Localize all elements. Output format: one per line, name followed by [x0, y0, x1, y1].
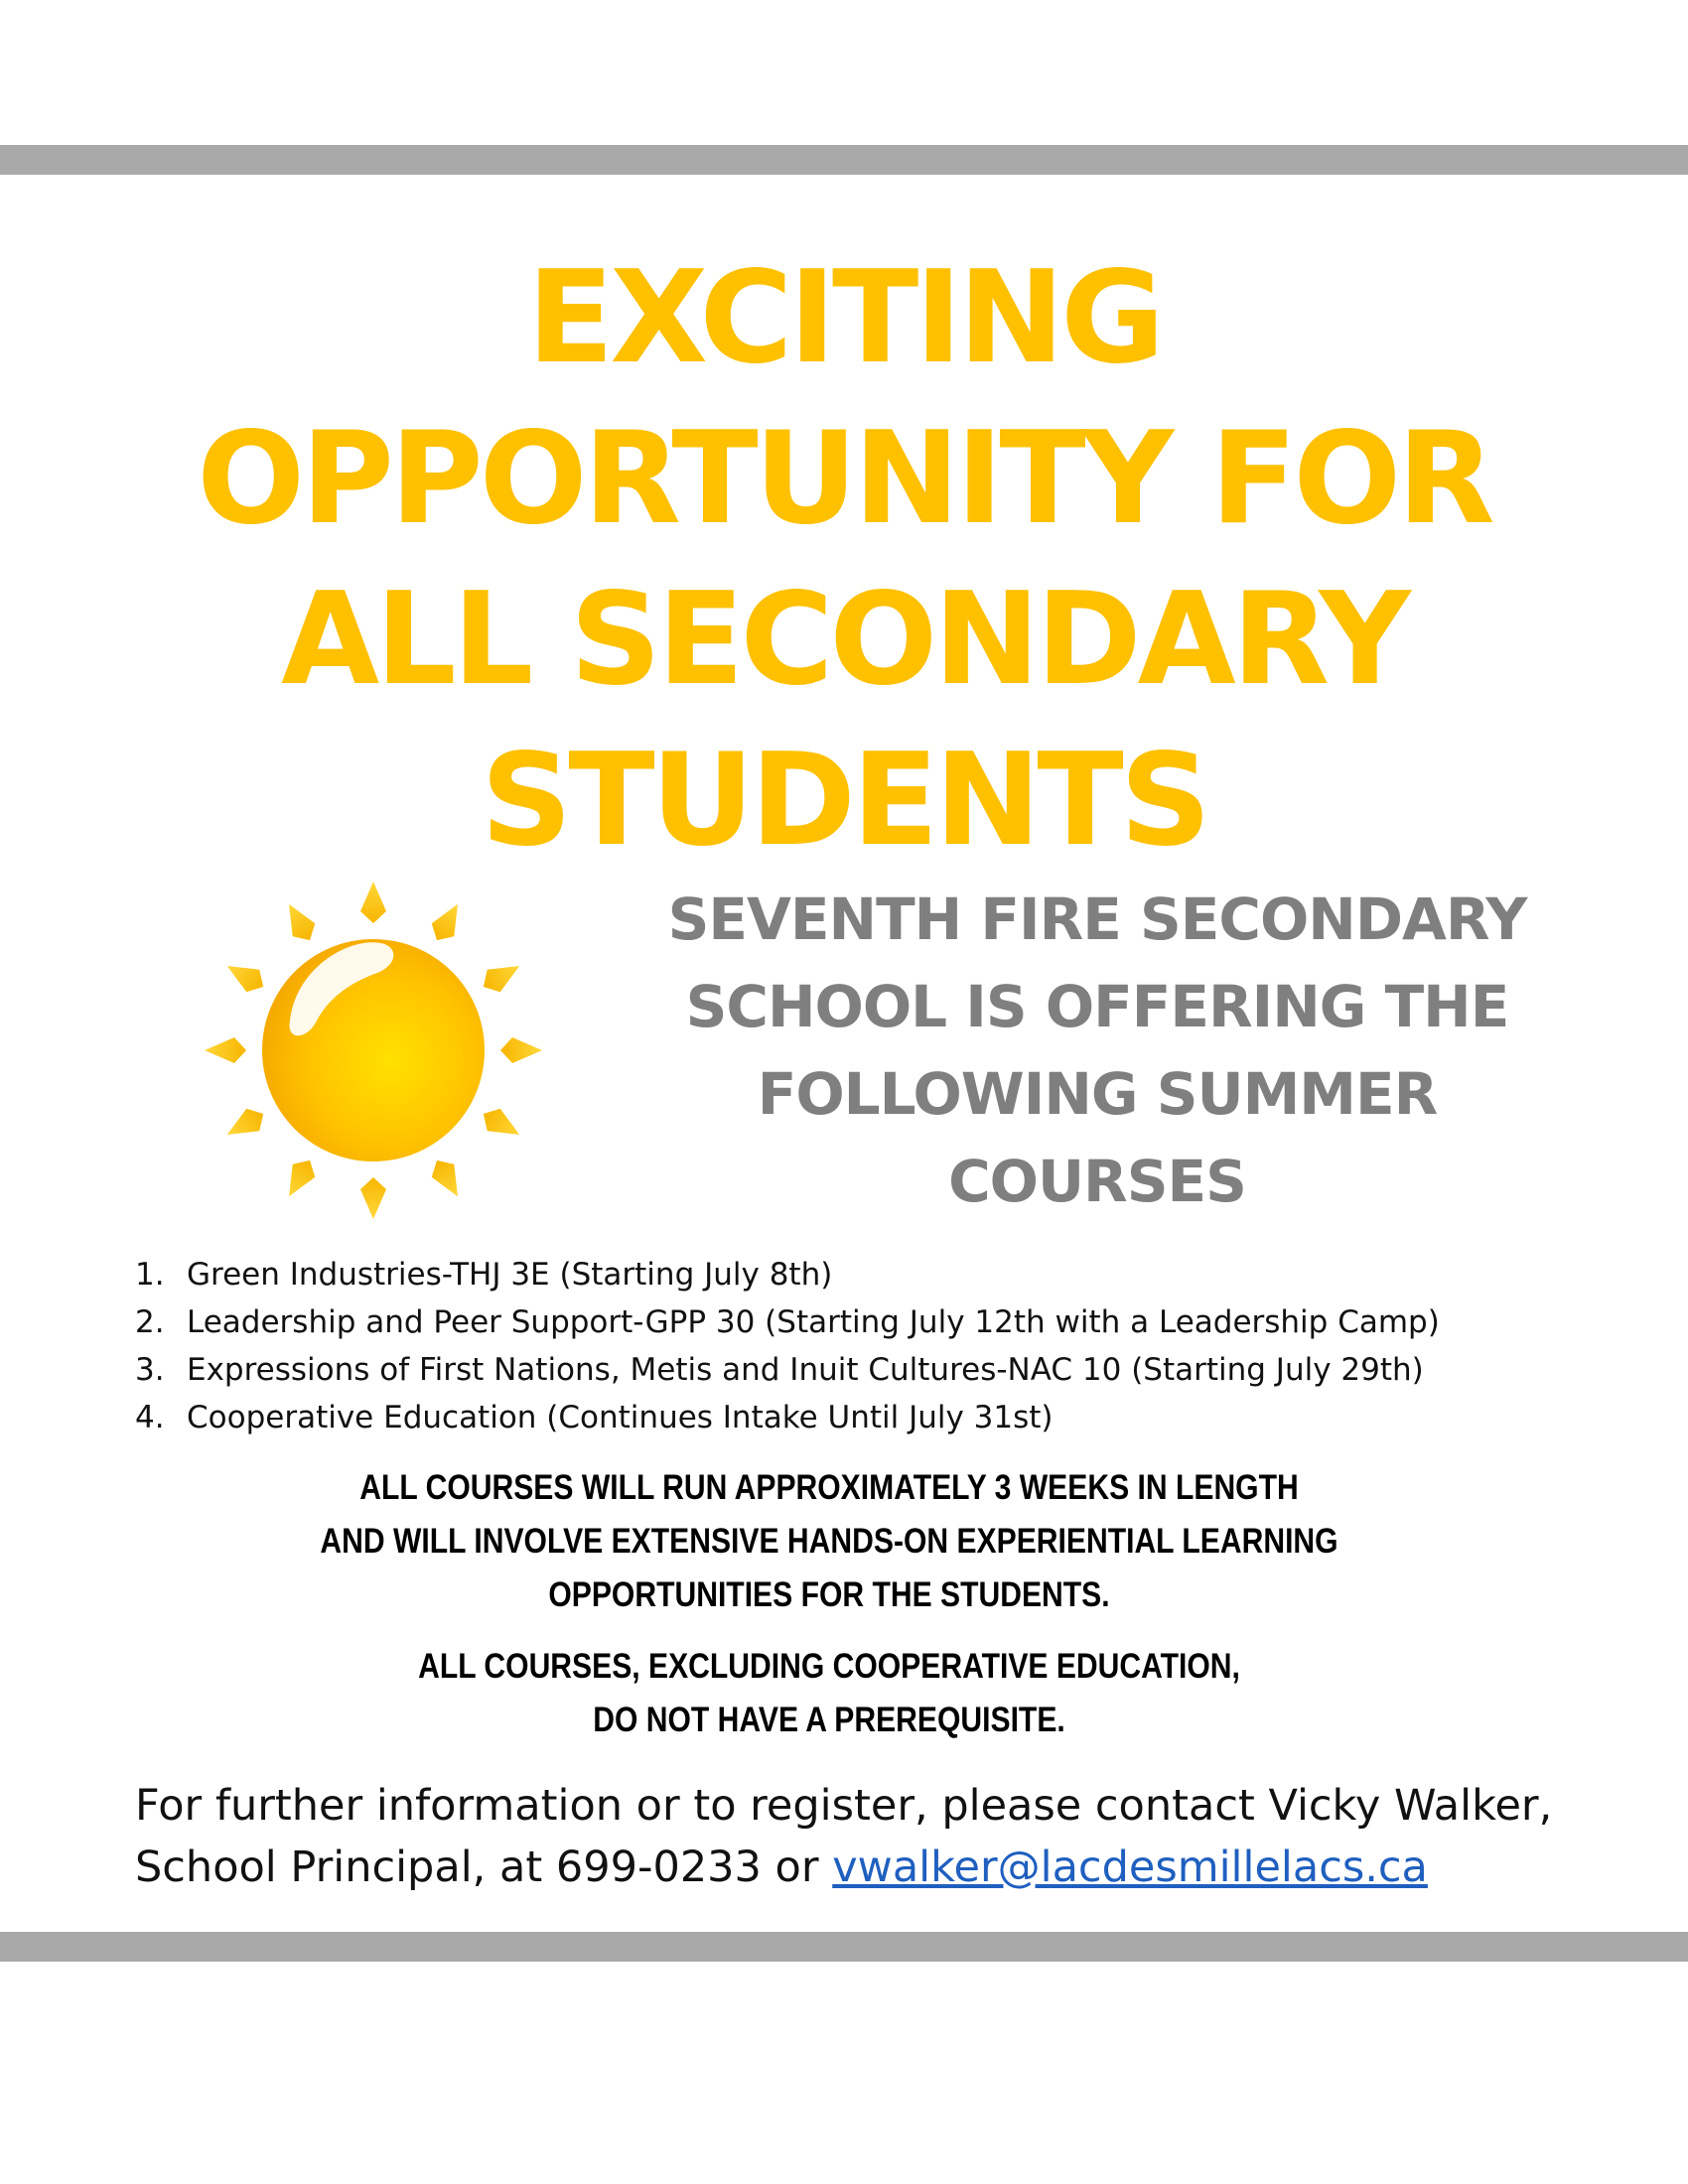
headline: [0, 238, 1688, 882]
notice-line: DO NOT HAVE A PREREQUISITE.: [593, 1701, 1065, 1739]
subheading-line: SEVENTH FIRE SECONDARY: [667, 886, 1527, 953]
subheading: [596, 876, 1599, 1225]
notice-line: OPPORTUNITIES FOR THE STUDENTS.: [548, 1575, 1110, 1614]
course-length-notice: [116, 1461, 1542, 1622]
headline-line: EXCITING: [526, 244, 1162, 392]
subheading-line: COURSES: [948, 1148, 1246, 1215]
contact-line: [135, 1837, 1624, 1898]
notice-line: AND WILL INVOLVE EXTENSIVE HANDS-ON EXPERIENTIAL LEARNING: [320, 1522, 1338, 1561]
list-item: [135, 1394, 1624, 1441]
headline-line: STUDENTS: [481, 727, 1207, 875]
list-number: 2.: [135, 1304, 165, 1340]
list-item: [135, 1298, 1624, 1346]
sun-icon: [179, 874, 576, 1231]
email-link[interactable]: vwalker@lacdesmillelacs.ca: [832, 1843, 1428, 1892]
list-number: 3.: [135, 1352, 165, 1388]
list-item: [135, 1346, 1624, 1394]
list-number: 1.: [135, 1257, 165, 1293]
subheading-line: SCHOOL IS OFFERING THE: [685, 973, 1509, 1040]
course-text: Leadership and Peer Support-GPP 30 (Starting July 12th with a Leadership Camp): [187, 1304, 1440, 1340]
course-text: Cooperative Education (Continues Intake Until July 31st): [187, 1400, 1054, 1435]
contact-prefix: School Principal, at 699-0233 or: [135, 1843, 833, 1892]
notice-line: ALL COURSES WILL RUN APPROXIMATELY 3 WEEKS IN LENGTH: [359, 1468, 1299, 1507]
course-text: Expressions of First Nations, Metis and Inuit Cultures-NAC 10 (Starting July 29th): [187, 1352, 1424, 1388]
top-divider: [0, 145, 1688, 175]
subheading-line: FOLLOWING SUMMER: [757, 1060, 1438, 1128]
headline-line: ALL SECONDARY: [281, 566, 1407, 714]
course-list: [135, 1251, 1624, 1441]
bottom-divider: [0, 1932, 1688, 1962]
course-text: Green Industries-THJ 3E (Starting July 8th): [187, 1257, 833, 1293]
prerequisite-notice: [116, 1640, 1542, 1747]
list-item: [135, 1251, 1624, 1298]
list-number: 4.: [135, 1400, 165, 1435]
notice-line: ALL COURSES, EXCLUDING COOPERATIVE EDUCATION,: [418, 1647, 1240, 1686]
contact-line: For further information or to register, please contact Vicky Walker,: [135, 1781, 1553, 1831]
contact-info: [135, 1775, 1624, 1898]
headline-line: OPPORTUNITY FOR: [197, 405, 1491, 553]
